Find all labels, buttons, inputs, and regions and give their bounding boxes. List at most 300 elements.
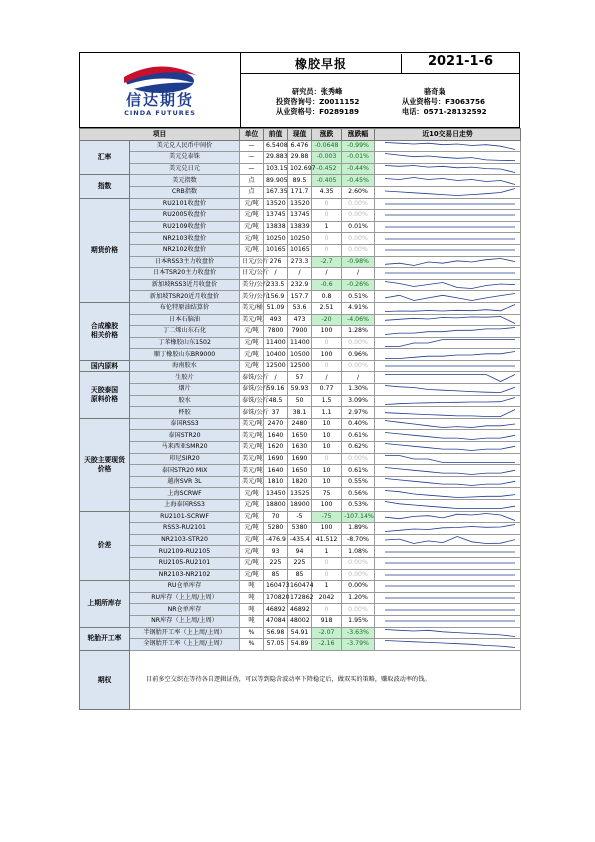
col-pct: 涨跌幅	[342, 129, 375, 141]
trend-line	[385, 641, 515, 648]
col-unit: 单位	[240, 129, 264, 141]
row-pct: 0.56%	[342, 488, 375, 500]
table-row	[80, 488, 521, 500]
trend-line	[385, 432, 515, 439]
table-row	[80, 233, 521, 245]
row-pct: 0.00%	[342, 360, 375, 372]
trend-sparkline	[377, 280, 523, 290]
row-unit: 元/吨	[240, 244, 264, 256]
row-curr: 46892	[288, 604, 312, 616]
row-change: 100	[312, 500, 342, 512]
row-change: 100	[312, 523, 342, 535]
row-item: RU2005收盘价	[130, 210, 240, 222]
row-trend	[375, 534, 521, 546]
table-row	[80, 569, 521, 581]
row-unit: 美元/吨	[240, 442, 264, 454]
company-logo	[80, 53, 241, 127]
row-curr: 57	[288, 372, 312, 384]
row-trend	[375, 372, 521, 384]
row-curr: 85	[288, 569, 312, 581]
row-unit: 泰铢/公斤	[240, 372, 264, 384]
row-unit: 元/吨	[240, 349, 264, 361]
row-prev: 2470	[264, 418, 288, 430]
row-curr: 157.7	[288, 291, 312, 303]
table-row	[80, 152, 521, 164]
row-change: -0.405	[312, 175, 342, 187]
row-curr: 473	[288, 314, 312, 326]
row-pct: -0.01%	[342, 152, 375, 164]
qual-no-2: 从业资格号：F3063756	[402, 97, 486, 106]
row-curr: -5	[288, 511, 312, 523]
trend-sparkline	[377, 141, 523, 151]
row-unit: 美分/公斤	[240, 279, 264, 291]
row-change: -0.6	[312, 279, 342, 291]
row-pct: 0.01%	[342, 221, 375, 233]
row-curr: 6.476	[288, 140, 312, 152]
category-label: 轮胎开工率	[80, 627, 130, 650]
row-curr: /	[288, 268, 312, 280]
trend-sparkline	[377, 477, 523, 487]
row-curr: 54.91	[288, 627, 312, 639]
row-prev: 13450	[264, 488, 288, 500]
title-row	[241, 53, 519, 74]
row-prev: 37	[264, 407, 288, 419]
row-pct: 0.00%	[342, 244, 375, 256]
row-prev: 103.15	[264, 163, 288, 175]
col-item: 项目	[80, 129, 240, 141]
trend-sparkline	[377, 408, 523, 418]
row-item: RU2109-RU2105	[130, 546, 240, 558]
table-row	[80, 407, 521, 419]
trend-line	[385, 142, 515, 149]
row-item: 泰国RSS3	[130, 418, 240, 430]
row-unit: 元/吨	[240, 210, 264, 222]
row-change: -75	[312, 511, 342, 523]
row-prev: 5280	[264, 523, 288, 535]
row-trend	[375, 546, 521, 558]
row-change: 1	[312, 546, 342, 558]
row-prev: 225	[264, 557, 288, 569]
trend-line	[385, 282, 515, 289]
row-curr: 5380	[288, 523, 312, 535]
row-item: 美元兑日元	[130, 163, 240, 175]
row-change: 1.1	[312, 407, 342, 419]
row-unit: 美元/桶	[240, 302, 264, 314]
row-unit: 吨	[240, 615, 264, 627]
row-change: /	[312, 372, 342, 384]
row-pct: 0.61%	[342, 465, 375, 477]
row-prev: 56.98	[264, 627, 288, 639]
row-curr: 171.7	[288, 186, 312, 198]
trend-sparkline	[377, 547, 523, 557]
row-pct: 0.00%	[342, 581, 375, 593]
row-trend	[375, 233, 521, 245]
row-item: NR仓单库存	[130, 604, 240, 616]
row-item: RU2109收盘价	[130, 221, 240, 233]
row-curr: 225	[288, 557, 312, 569]
trend-line	[385, 629, 515, 636]
trend-sparkline	[377, 187, 523, 197]
trend-sparkline	[377, 210, 523, 220]
row-unit: 吨	[240, 592, 264, 604]
row-trend	[375, 615, 521, 627]
row-change: 10	[312, 442, 342, 454]
table-row	[80, 349, 521, 361]
row-curr: 18900	[288, 500, 312, 512]
table-row	[80, 244, 521, 256]
row-prev: 493	[264, 314, 288, 326]
row-trend	[375, 326, 521, 338]
row-pct: 1.95%	[342, 615, 375, 627]
trend-sparkline	[377, 384, 523, 394]
row-change: 41.512	[312, 534, 342, 546]
trend-line	[385, 525, 515, 532]
row-prev: 29.883	[264, 152, 288, 164]
row-unit: 元/吨	[240, 557, 264, 569]
trend-line	[385, 305, 515, 312]
table-row	[80, 256, 521, 268]
row-change: 2.51	[312, 302, 342, 314]
trend-sparkline	[377, 512, 523, 522]
row-curr: 54.89	[288, 639, 312, 651]
row-unit: 美元/吨	[240, 314, 264, 326]
row-prev: -476.9	[264, 534, 288, 546]
row-pct: 0.40%	[342, 418, 375, 430]
row-change: 0	[312, 557, 342, 569]
row-prev: 48.5	[264, 395, 288, 407]
row-item: 越南SVR 3L	[130, 476, 240, 488]
row-change: 75	[312, 488, 342, 500]
row-prev: 1690	[264, 453, 288, 465]
trend-sparkline	[377, 303, 523, 313]
trend-line	[385, 444, 515, 451]
row-prev: 85	[264, 569, 288, 581]
row-curr: 59.93	[288, 384, 312, 396]
row-curr: 1650	[288, 430, 312, 442]
row-curr: 1820	[288, 476, 312, 488]
row-unit: 元/吨	[240, 523, 264, 535]
qual-no-1: 从业资格号：F0289189	[276, 107, 360, 116]
table-row	[80, 592, 521, 604]
row-change: -0.452	[312, 163, 342, 175]
trend-line	[385, 467, 515, 474]
row-curr: 273.3	[288, 256, 312, 268]
row-change: 0	[312, 453, 342, 465]
table-row	[80, 453, 521, 465]
row-pct: -0.45%	[342, 175, 375, 187]
row-trend	[375, 279, 521, 291]
table-row	[80, 604, 521, 616]
report-title: 橡胶早报	[294, 57, 347, 71]
table-row	[80, 442, 521, 454]
row-item: 日本TSR20主力收盘价	[130, 268, 240, 280]
trend-sparkline	[377, 639, 523, 649]
row-trend	[375, 418, 521, 430]
category-label: 价差	[80, 511, 130, 581]
trend-line	[385, 339, 515, 346]
table-row	[80, 337, 521, 349]
row-pct: 0.00%	[342, 569, 375, 581]
row-change: 10	[312, 418, 342, 430]
row-curr: 94	[288, 546, 312, 558]
row-curr: 10165	[288, 244, 312, 256]
invest-consult-no: 投资咨询号：Z0011152	[276, 97, 360, 106]
trend-line	[385, 258, 515, 265]
row-trend	[375, 430, 521, 442]
table-row	[80, 418, 521, 430]
row-curr: 160474	[288, 581, 312, 593]
row-curr: 53.6	[288, 302, 312, 314]
row-prev: 233.5	[264, 279, 288, 291]
row-change: 100	[312, 349, 342, 361]
col-chg: 涨跌	[312, 129, 342, 141]
row-item: 丁苯橡胶山东1502	[130, 337, 240, 349]
row-item: 新加坡TSR20近月收盘价	[130, 291, 240, 303]
row-item: 半钢胎开工率（上上周/上周）	[130, 627, 240, 639]
row-item: NR2103收盘价	[130, 233, 240, 245]
row-prev: 18800	[264, 500, 288, 512]
row-pct: 2.60%	[342, 186, 375, 198]
row-unit: 元/吨	[240, 360, 264, 372]
row-prev: 51.09	[264, 302, 288, 314]
table-row	[80, 615, 521, 627]
row-curr: 7900	[288, 326, 312, 338]
rubber-report-sheet	[79, 52, 520, 710]
row-prev: 10165	[264, 244, 288, 256]
row-trend	[375, 198, 521, 210]
trend-line	[385, 421, 515, 428]
row-trend	[375, 291, 521, 303]
row-pct: -4.06%	[342, 314, 375, 326]
table-row	[80, 581, 521, 593]
row-change: 0	[312, 569, 342, 581]
row-change: 10	[312, 476, 342, 488]
row-unit: 日元/公斤	[240, 268, 264, 280]
row-pct: 0.00%	[342, 198, 375, 210]
table-row	[80, 395, 521, 407]
row-prev: /	[264, 268, 288, 280]
trend-sparkline	[377, 245, 523, 255]
row-change: 4.35	[312, 186, 342, 198]
row-unit: 元/吨	[240, 221, 264, 233]
row-trend	[375, 569, 521, 581]
category-label: 上期所库存	[80, 581, 130, 627]
row-trend	[375, 592, 521, 604]
trend-sparkline	[377, 338, 523, 348]
row-unit: 元/吨	[240, 500, 264, 512]
row-prev: 167.35	[264, 186, 288, 198]
trend-sparkline	[377, 164, 523, 174]
row-pct: /	[342, 268, 375, 280]
table-row	[80, 210, 521, 222]
row-curr: 2480	[288, 418, 312, 430]
row-unit: 点	[240, 175, 264, 187]
col-curr: 现值	[288, 129, 312, 141]
row-trend	[375, 221, 521, 233]
row-curr: 12500	[288, 360, 312, 372]
trend-sparkline	[377, 535, 523, 545]
table-row	[80, 360, 521, 372]
row-item: 杯胶	[130, 407, 240, 419]
row-trend	[375, 349, 521, 361]
row-change: 0.77	[312, 384, 342, 396]
trend-sparkline	[377, 373, 523, 383]
row-pct: 1.89%	[342, 523, 375, 535]
row-trend	[375, 175, 521, 187]
trend-sparkline	[377, 523, 523, 533]
table-row	[80, 627, 521, 639]
table-row	[80, 476, 521, 488]
row-pct: -0.99%	[342, 140, 375, 152]
svg-text:信达期货: 信达期货	[125, 91, 195, 109]
row-item: CRB指数	[130, 186, 240, 198]
row-unit: 美元/吨	[240, 453, 264, 465]
svg-text:CINDA FUTURES: CINDA FUTURES	[124, 109, 196, 117]
row-unit: 元/吨	[240, 534, 264, 546]
row-change: 10	[312, 430, 342, 442]
row-pct: -0.44%	[342, 163, 375, 175]
category-label: 指数	[80, 175, 130, 198]
row-curr: 10500	[288, 349, 312, 361]
trend-sparkline	[377, 152, 523, 162]
row-curr: 1630	[288, 442, 312, 454]
row-item: 胶水	[130, 395, 240, 407]
trend-sparkline	[377, 257, 523, 267]
row-change: 0	[312, 604, 342, 616]
category-label: 期货价格	[80, 198, 130, 302]
row-change: 10	[312, 465, 342, 477]
row-curr: 38.1	[288, 407, 312, 419]
category-label: 天胶主要现货价格	[80, 418, 130, 511]
row-item: RSS3-RU2101	[130, 523, 240, 535]
row-unit: 点	[240, 186, 264, 198]
table-row	[80, 198, 521, 210]
trend-sparkline	[377, 593, 523, 603]
row-change: /	[312, 268, 342, 280]
row-curr: 172862	[288, 592, 312, 604]
row-prev: 57.05	[264, 639, 288, 651]
col-trend: 近10交易日走势	[375, 129, 521, 141]
row-trend	[375, 395, 521, 407]
row-item: RU2101-SCRWF	[130, 511, 240, 523]
row-prev: 93	[264, 546, 288, 558]
row-trend	[375, 500, 521, 512]
trend-line	[385, 513, 515, 520]
trend-line	[385, 386, 515, 393]
trend-sparkline	[377, 570, 523, 580]
row-change: 1	[312, 581, 342, 593]
row-unit: 元/吨	[240, 326, 264, 338]
row-change: -0.0648	[312, 140, 342, 152]
table-row	[80, 523, 521, 535]
trend-line	[385, 479, 515, 486]
trend-line	[385, 189, 515, 196]
row-curr: -435.4	[288, 534, 312, 546]
row-curr: 48002	[288, 615, 312, 627]
row-unit: 美元/吨	[240, 418, 264, 430]
row-change: -2.7	[312, 256, 342, 268]
trend-sparkline	[377, 442, 523, 452]
row-item: 布伦特原油结算价	[130, 302, 240, 314]
row-item: RU2101收盘价	[130, 198, 240, 210]
row-prev: 70	[264, 511, 288, 523]
row-trend	[375, 442, 521, 454]
table-row	[80, 546, 521, 558]
category-label: 天胶泰国 原料价格	[80, 372, 130, 418]
row-trend	[375, 268, 521, 280]
row-unit: 吨	[240, 581, 264, 593]
row-pct: 1.30%	[342, 384, 375, 396]
row-item: NR2102收盘价	[130, 244, 240, 256]
row-unit: —	[240, 163, 264, 175]
category-label: 汇率	[80, 140, 130, 175]
row-pct: 2.97%	[342, 407, 375, 419]
trend-sparkline	[377, 315, 523, 325]
trend-line	[385, 154, 515, 161]
row-change: -2.07	[312, 627, 342, 639]
row-trend	[375, 465, 521, 477]
row-item: 日本石脑油	[130, 314, 240, 326]
row-pct: 0.00%	[342, 557, 375, 569]
table-row	[80, 221, 521, 233]
col-prev: 前值	[264, 129, 288, 141]
row-unit: 元/吨	[240, 198, 264, 210]
row-trend	[375, 523, 521, 535]
trend-sparkline	[377, 268, 523, 278]
row-unit: 元/吨	[240, 233, 264, 245]
trend-line	[385, 166, 515, 173]
row-pct: 0.00%	[342, 337, 375, 349]
row-change: 918	[312, 615, 342, 627]
row-unit: 元/吨	[240, 488, 264, 500]
data-table	[79, 128, 521, 710]
row-trend	[375, 581, 521, 593]
row-pct: -0.98%	[342, 256, 375, 268]
trend-sparkline	[377, 396, 523, 406]
row-pct: 0.96%	[342, 349, 375, 361]
row-item: RU库存（上上周/上周）	[130, 592, 240, 604]
row-change: 0.8	[312, 291, 342, 303]
row-item: 日本RSS3主力收盘价	[130, 256, 240, 268]
row-pct: 0.00%	[342, 604, 375, 616]
row-trend	[375, 140, 521, 152]
row-item: RU2105-RU2101	[130, 557, 240, 569]
row-curr: 232.9	[288, 279, 312, 291]
row-trend	[375, 337, 521, 349]
row-pct: /	[342, 372, 375, 384]
trend-sparkline	[377, 419, 523, 429]
trend-sparkline	[377, 628, 523, 638]
trend-sparkline	[377, 199, 523, 209]
trend-sparkline	[377, 581, 523, 591]
trend-line	[385, 328, 515, 335]
table-row	[80, 314, 521, 326]
row-curr: 29.88	[288, 152, 312, 164]
row-unit: 吨	[240, 604, 264, 616]
option-note: 目前多空交织在等待各自逻辑证伪，可以等到隐含波动率下降稳定后，做双买的策略，赚取波动率的钱。	[130, 650, 521, 709]
trend-sparkline	[377, 605, 523, 615]
table-header	[80, 129, 521, 141]
row-item: 烟片	[130, 384, 240, 396]
row-prev: 46892	[264, 604, 288, 616]
row-trend	[375, 186, 521, 198]
row-item: NR2103-STR20	[130, 534, 240, 546]
row-item: 全钢胎开工率（上上周/上周）	[130, 639, 240, 651]
row-item: 泰国STR20 MIX	[130, 465, 240, 477]
row-pct: 1.20%	[342, 592, 375, 604]
table-row	[80, 465, 521, 477]
trend-sparkline	[377, 431, 523, 441]
